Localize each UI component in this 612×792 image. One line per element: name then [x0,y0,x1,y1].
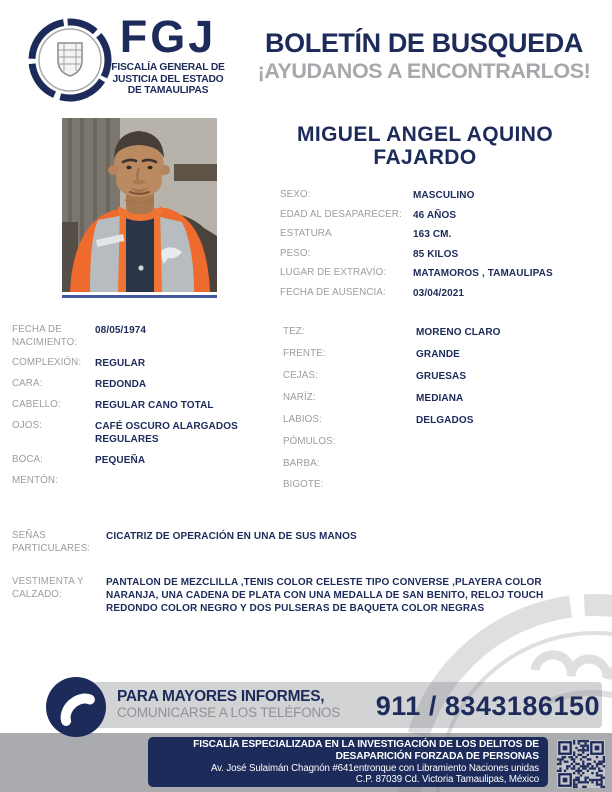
field-cejas: CEJAS: GRUESAS [283,370,467,382]
org-line-3: DE TAMAULIPAS [127,85,209,97]
description-right-column [283,326,608,501]
field-labios: LABIOS: DELGADOS [283,414,474,426]
field-estatura: ESTATURA 163 CM. [280,228,452,240]
field-fecha-nacimiento: FECHA DE NACIMIENTO: 08/05/1974 [12,324,147,348]
seal-icon [27,17,113,103]
fiscalia-line-2: DESAPARICIÓN FORZADA DE PERSONAS [335,750,539,762]
org-line-2: JUSTICIA DEL ESTADO [112,73,224,85]
fgj-seal-logo [27,17,113,103]
address-line-1: Av. José Sulaimán Chagnón #641entronque con Libramiento Naciones unidas [210,762,539,774]
field-peso: PESO: 85 KILOS [280,247,459,260]
field-barba: BARBA: [283,457,320,469]
field-pomulos: PÓMULOS: [283,436,336,447]
field-cara: CARA: REDONDA [12,378,147,391]
fiscalia-box [148,737,548,787]
missing-person-name [248,124,602,169]
missing-person-photo [62,118,217,298]
person-portrait-illustration [62,118,217,292]
summary-fields [280,189,606,306]
field-sexo: SEXO: MASCULINO [280,189,475,201]
field-edad: EDAD AL DESAPARECER: 46 AÑOS [280,208,457,221]
field-bigote: BIGOTE: [283,479,324,491]
qr-code [556,740,606,788]
phone-icon [46,677,106,737]
name-line-1: MIGUEL ANGEL AQUINO [296,123,554,146]
address-line-2: C.P. 87039 Cd. Victoria Tamaulipas, México [355,774,539,786]
informes-text: PARA MAYORES INFORMES, COMUNICARSE A LOS TELÉFONOS [117,688,341,721]
phone-numbers: 911 / 8343186150 [375,691,600,721]
logo-acronym: FGJ [119,11,217,62]
description-left-column [12,324,270,496]
field-complexion: COMPLEXIÓN: REGULAR [12,357,146,370]
org-line-1: FISCALÍA GENERAL DE [111,62,225,73]
field-senas-particulares: SEÑAS PARTICULARES: CICATRIZ DE OPERACIÓN EN UNA DE SUS MANOS [12,530,357,554]
name-line-2: FAJARDO [373,145,477,169]
field-cabello: CABELLO: REGULAR CANO TOTAL [12,399,214,412]
field-fecha-ausencia: FECHA DE AUSENCIA: 03/04/2021 [280,286,465,299]
field-tez: TEZ: MORENO CLARO [283,326,501,338]
field-ojos: OJOS: CAFÉ OSCURO ALARGADOS REGULARES [12,420,238,446]
bulletin-subtitle: ¡AYUDANOS A ENCONTRARLOS! [257,59,591,84]
field-lugar-extravio: LUGAR DE EXTRAVÍO: MATAMOROS , TAMAULIPAS [280,267,553,279]
field-frente: FRENTE: GRANDE [283,348,460,360]
field-vestimenta: VESTIMENTA Y CALZADO: PANTALON DE MEZCLILLA ,TENIS COLOR CELESTE TIPO CONVERSE ,PLAYERA COLOR NARANJA, UNA CADENA DE PLATA CON UNA MEDALLA DE SAN BENITO, RELOJ TOUCH REDONDO COLOR NEGRO Y DOS PULSERAS DE BAQUETA COLOR NEGRAS [12,576,544,614]
field-nariz: NARÍZ: MEDIANA [283,392,464,404]
field-menton: MENTÓN: [12,475,58,487]
org-name [111,62,225,97]
field-boca: BOCA: PEQUEÑA [12,454,146,467]
bulletin-title: BOLETÍN DE BUSQUEDA [265,28,583,58]
fiscalia-line-1: FISCALÍA ESPECIALIZADA EN LA INVESTIGACIÓN DE LOS DELITOS DE [193,738,539,750]
